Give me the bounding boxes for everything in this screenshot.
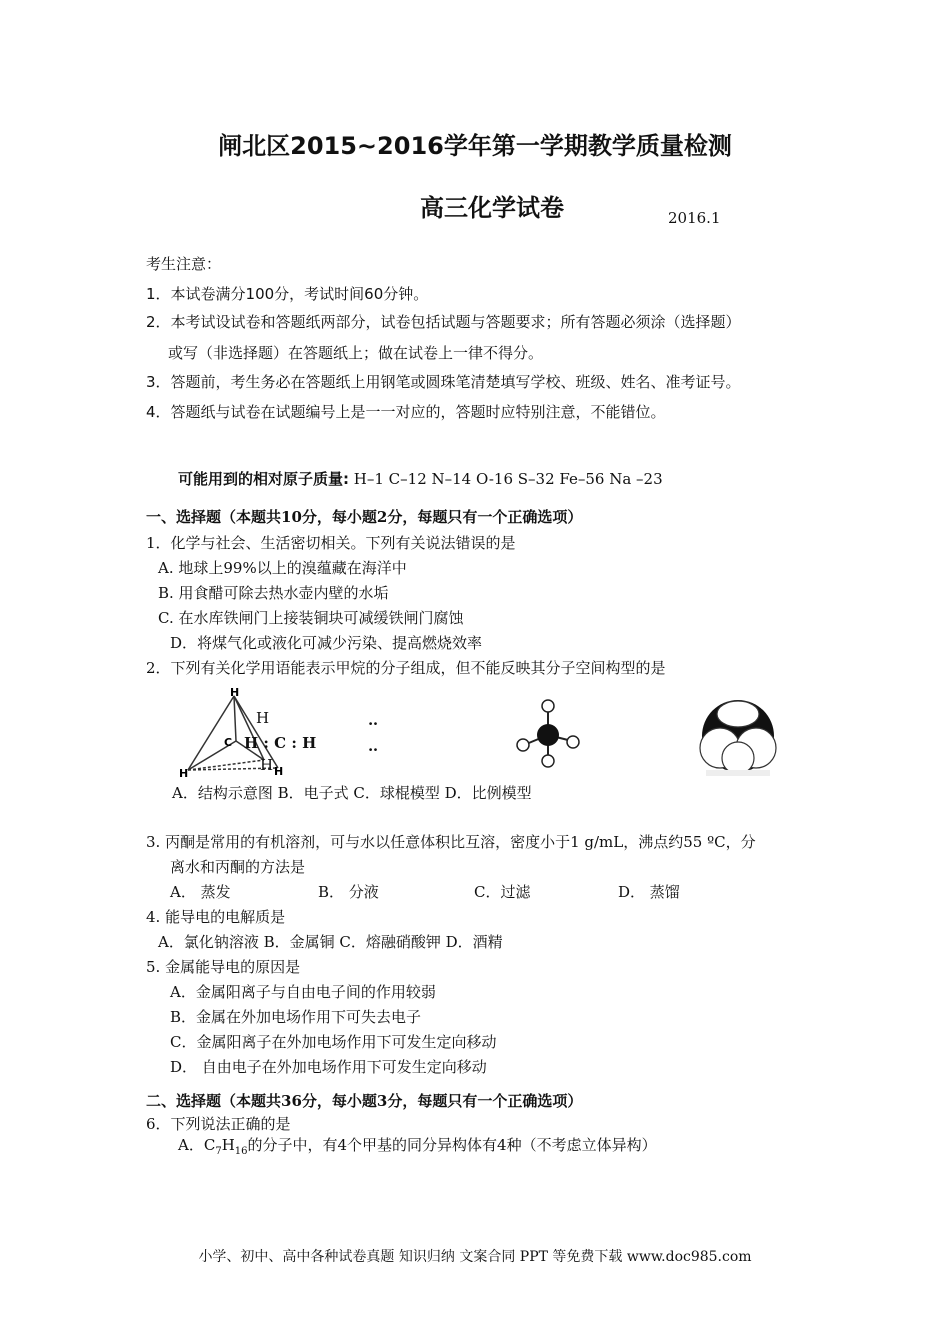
q3-stem-line2: 离水和丙酮的方法是 xyxy=(170,858,306,876)
q1-option-a: A. 地球上99%以上的溴蕴藏在海洋中 xyxy=(158,559,407,577)
struct-h-right: H xyxy=(274,765,284,778)
q6-a-mid: H xyxy=(221,1136,235,1154)
electron-dots-top: ‥ xyxy=(368,711,379,729)
notice-heading: 考生注意： xyxy=(146,255,222,273)
q5-option-d: D． 自由电子在外加电场作用下可发生定向移动 xyxy=(170,1058,487,1076)
exam-title: 闸北区2015~2016学年第一学期教学质量检测 xyxy=(218,132,732,160)
q6-option-a xyxy=(178,1135,657,1155)
struct-h-top: H xyxy=(230,686,240,699)
q4-stem: 4. 能导电的电解质是 xyxy=(146,908,286,926)
q5-stem: 5. 金属能导电的原因是 xyxy=(146,958,301,976)
notice-item-2-cont: 或写（非选择题）在答题纸上；做在试卷上一律不得分。 xyxy=(168,344,544,362)
q1-stem: 1．化学与社会、生活密切相关。下列有关说法错误的是 xyxy=(146,534,516,552)
q5-option-a: A．金属阳离子与自由电子间的作用较弱 xyxy=(170,983,436,1001)
q1-option-b: B. 用食醋可除去热水壶内壁的水垢 xyxy=(158,584,389,602)
q3-stem-line1: 3. 丙酮是常用的有机溶剂，可与水以任意体积比互溶，密度小于1 g/mL，沸点约55 ºC，分 xyxy=(146,833,756,851)
electron-formula-middle: H : C : H xyxy=(244,734,317,752)
q3-option-b: B． 分液 xyxy=(318,883,379,901)
notice-item-1: 1．本试卷满分100分，考试时间60分钟。 xyxy=(146,285,429,303)
q5-option-c: C．金属阳离子在外加电场作用下可发生定向移动 xyxy=(170,1033,497,1051)
q4-options: A．氯化钠溶液 B．金属铜 C．熔融硝酸钾 D．酒精 xyxy=(158,933,503,951)
q1-option-d: D．将煤气化或液化可减少污染、提高燃烧效率 xyxy=(170,634,483,652)
exam-subtitle: 高三化学试卷 xyxy=(420,194,564,222)
electron-formula-top-h: H xyxy=(256,709,270,727)
atomic-mass-label: 可能用到的相对原子质量: xyxy=(178,470,349,488)
struct-h-left: H xyxy=(179,767,189,780)
atomic-mass-line xyxy=(178,469,663,489)
exam-date: 2016.1 xyxy=(668,209,721,227)
struct-c: C xyxy=(224,736,233,749)
notice-item-3: 3．答题前，考生务必在答题纸上用钢笔或圆珠笔清楚填写学校、班级、姓名、准考证号。 xyxy=(146,373,741,391)
q3-option-a: A． 蒸发 xyxy=(170,883,231,901)
q2-stem: 2．下列有关化学用语能表示甲烷的分子组成，但不能反映其分子空间构型的是 xyxy=(146,659,666,677)
q1-option-c: C. 在水库铁闸门上接装铜块可减缓铁闸门腐蚀 xyxy=(158,609,464,627)
notice-item-2: 2．本考试设试卷和答题纸两部分，试卷包括试题与答题要求；所有答题必须涂（选择题） xyxy=(146,313,741,331)
atomic-mass-values: H–1 C–12 N–14 O-16 S–32 Fe–56 Na –23 xyxy=(353,470,663,488)
q3-option-d: D． 蒸馏 xyxy=(618,883,680,901)
methane-space-filling-model xyxy=(692,696,784,776)
q6-a-rest: 的分子中，有4个甲基的同分异构体有4种（不考虑立体异构） xyxy=(247,1136,657,1154)
q3-option-c: C．过滤 xyxy=(474,883,531,901)
q6-a-sub2: 16 xyxy=(234,1146,248,1157)
section1-heading: 一、选择题（本题共10分，每小题2分，每题只有一个正确选项） xyxy=(146,508,583,526)
notice-item-4: 4．答题纸与试卷在试题编号上是一一对应的，答题时应特别注意，不能错位。 xyxy=(146,403,666,421)
q6-a-prefix: A．C xyxy=(178,1136,216,1154)
electron-dots-bottom: ‥ xyxy=(368,737,379,755)
section2-heading: 二、选择题（本题共36分，每小题3分，每题只有一个正确选项） xyxy=(146,1092,583,1110)
q2-options: A．结构示意图 B．电子式 C．球棍模型 D．比例模型 xyxy=(172,784,532,802)
q6-stem: 6．下列说法正确的是 xyxy=(146,1115,291,1133)
methane-ball-stick-model xyxy=(514,697,584,769)
q5-option-b: B．金属在外加电场作用下可失去电子 xyxy=(170,1008,422,1026)
footer-text: 小学、初中、高中各种试卷真题 知识归纳 文案合同 PPT 等免费下载 www.doc985.com xyxy=(198,1249,752,1265)
q6-a-sub1: 7 xyxy=(215,1146,222,1157)
electron-formula-bottom-h: H xyxy=(260,756,274,774)
